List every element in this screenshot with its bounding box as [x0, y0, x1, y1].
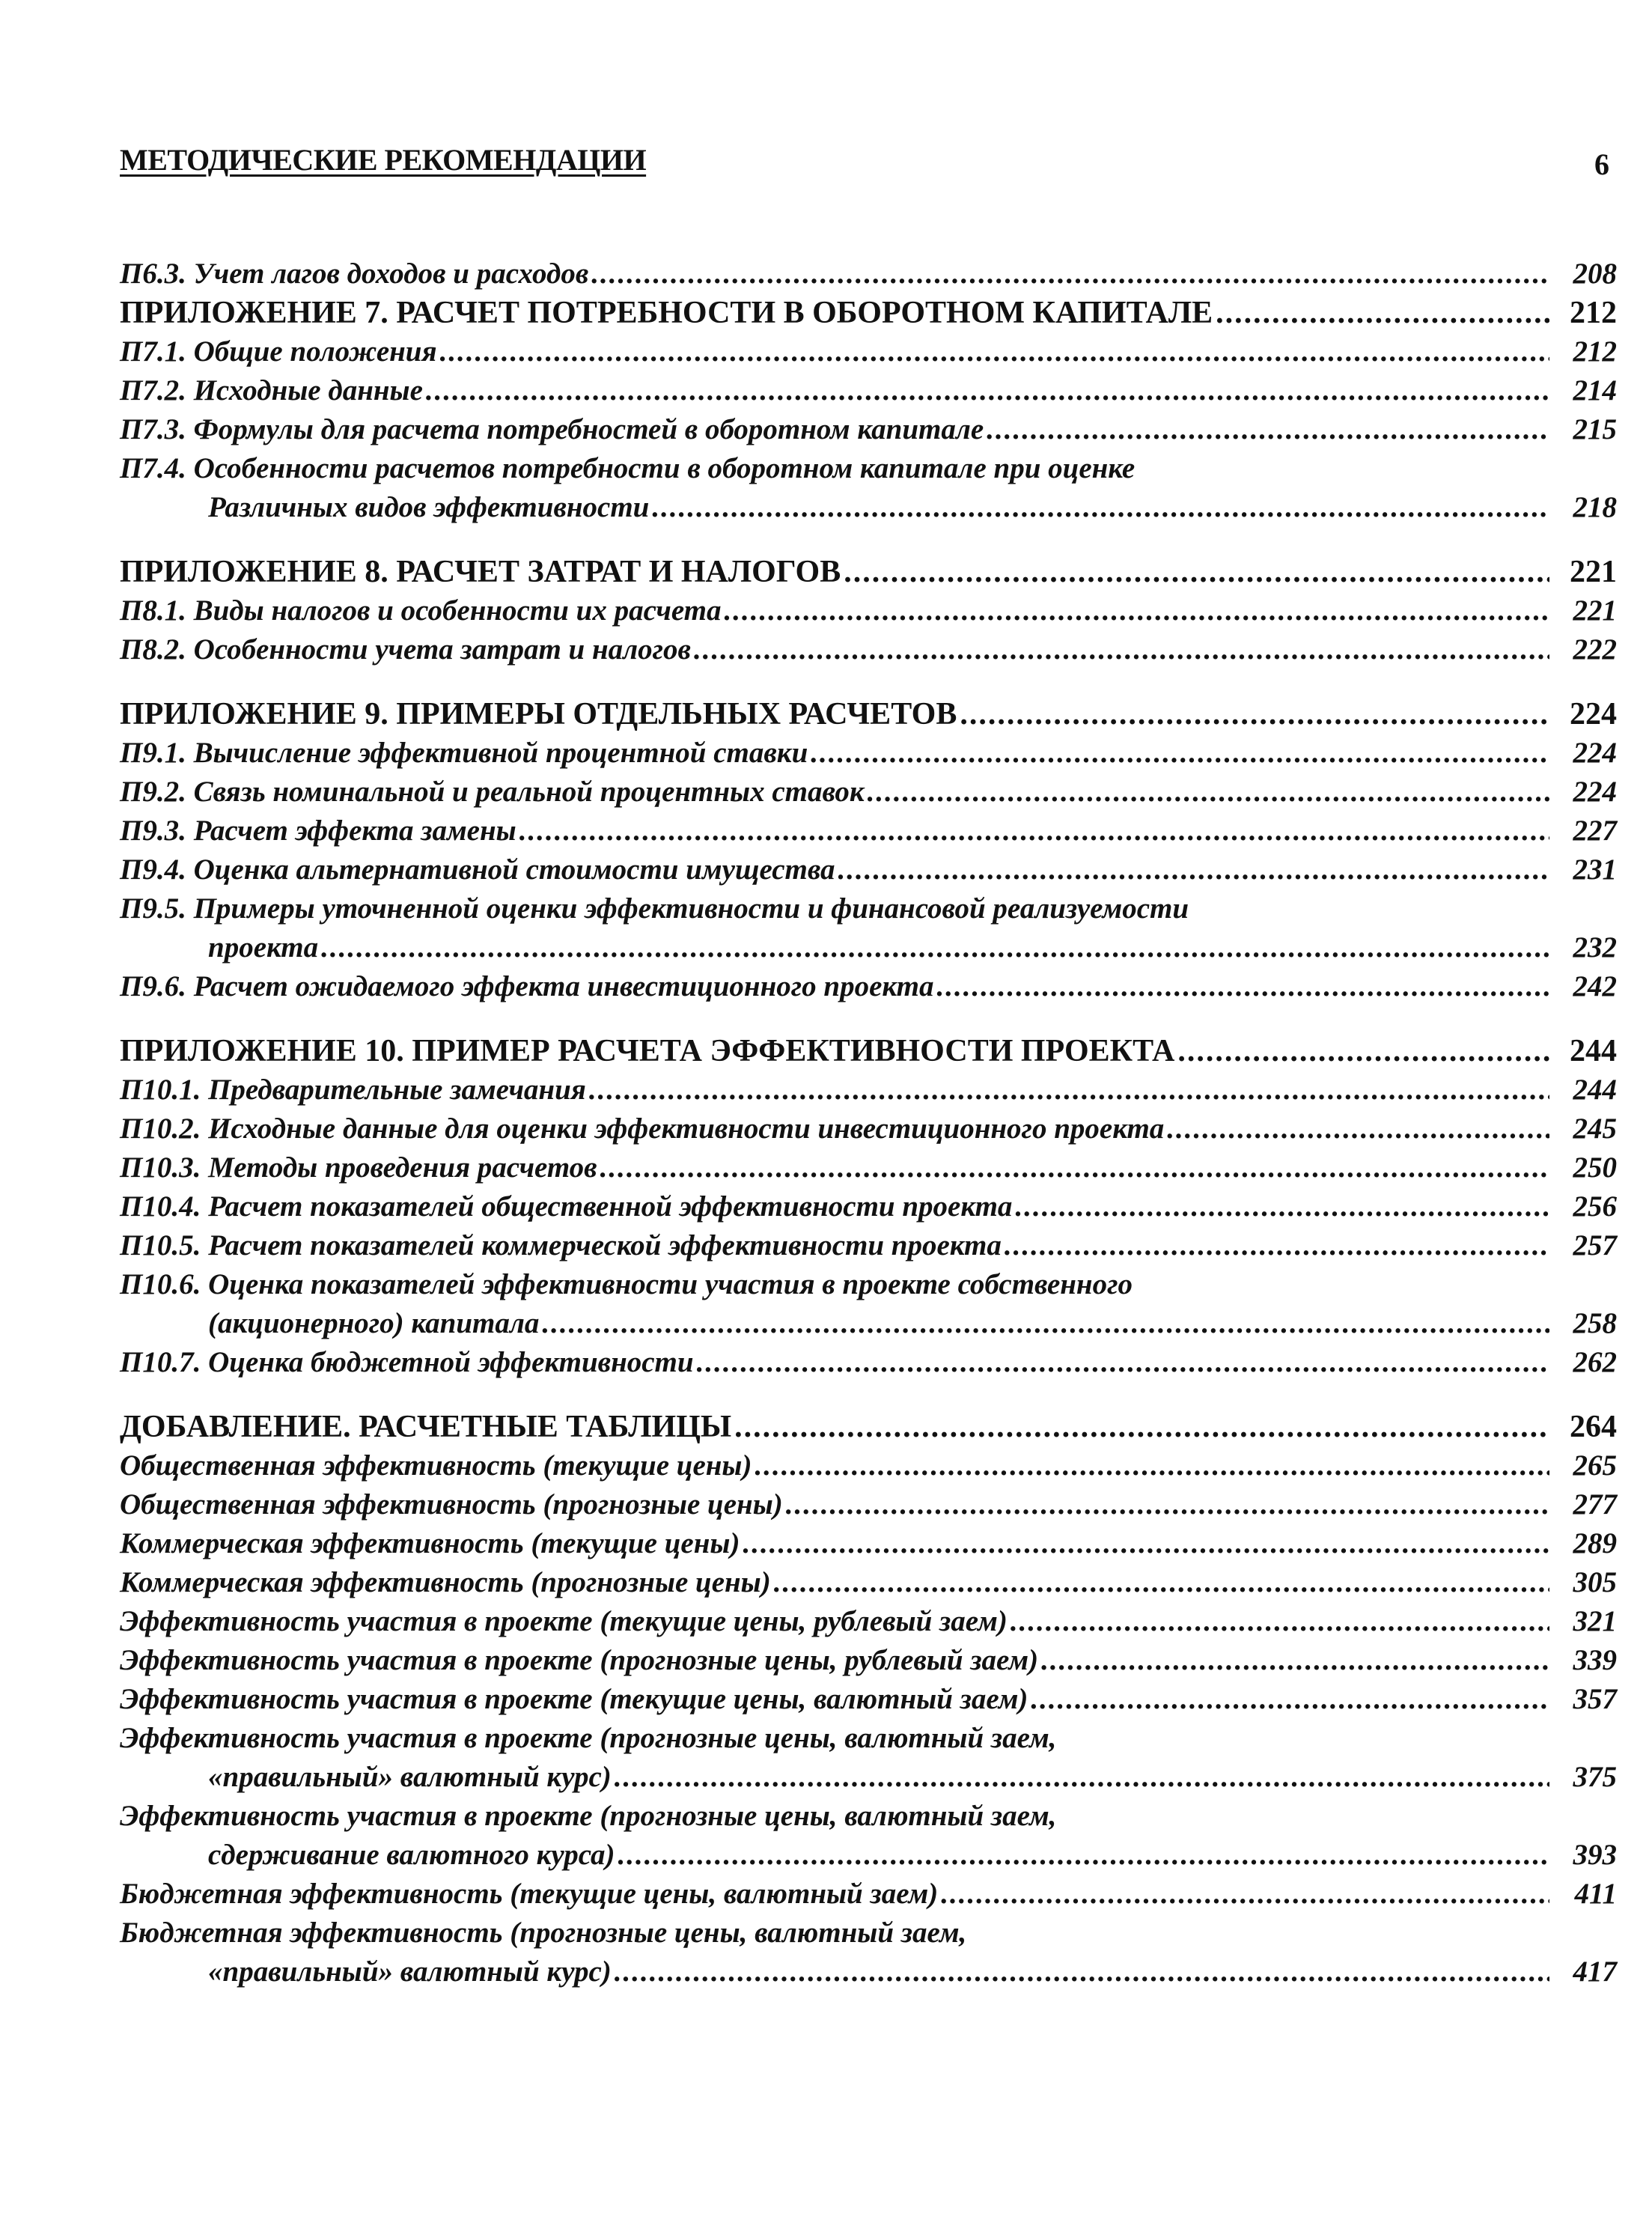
toc-entry-title: П8.2. Особенности учета затрат и налогов [120, 633, 691, 666]
toc-entry-page: 212 [1573, 335, 1617, 368]
dot-leader [1167, 1110, 1549, 1148]
toc-entry-title: П10.1. Предварительные замечания [120, 1074, 586, 1106]
toc-chapter-entry [120, 293, 1617, 332]
dot-leader [755, 1446, 1549, 1485]
toc-entry-title-line1: П10.6. Оценка показателей эффективности участия в проекте собственного [120, 1268, 1133, 1300]
toc-chapter-entry [120, 1407, 1617, 1446]
dot-leader [589, 1071, 1549, 1110]
toc-entry [120, 1226, 1617, 1265]
toc-entry-title: П9.4. Оценка альтернативной стоимости имущества [120, 853, 835, 886]
toc-entry-title: П10.3. Методы проведения расчетов [120, 1151, 597, 1184]
toc-entry-page: 339 [1573, 1644, 1617, 1676]
toc-entry-page: 256 [1573, 1190, 1617, 1223]
dot-leader [936, 967, 1549, 1006]
header-title: МЕТОДИЧЕСКИЕ РЕКОМЕНДАЦИИ [120, 143, 647, 177]
toc-entry [120, 1641, 1617, 1680]
toc-entry-title: П7.2. Исходные данные [120, 374, 423, 407]
dot-leader [786, 1485, 1549, 1524]
toc-entry-title: Коммерческая эффективность (текущие цены) [120, 1527, 740, 1559]
dot-leader [321, 928, 1549, 967]
toc-entry [120, 928, 1617, 967]
toc-entry-title: Эффективность участия в проекте (текущие цены, рублевый заем) [120, 1605, 1008, 1637]
section-gap [120, 669, 1617, 695]
toc-entry-title: П9.2. Связь номинальной и реальной процентных ставок [120, 776, 865, 808]
toc-entry [120, 1446, 1617, 1485]
dot-leader [1005, 1226, 1549, 1265]
toc-entry-page: 242 [1573, 970, 1617, 1002]
toc-entry-page: 224 [1573, 737, 1617, 769]
toc-entry-page: 218 [1573, 491, 1617, 523]
toc-entry [120, 1953, 1617, 1991]
toc-entry-page: 244 [1570, 1034, 1617, 1068]
dot-leader [1216, 293, 1549, 332]
toc-entry-page: 222 [1573, 633, 1617, 666]
toc-entry-page: 411 [1574, 1878, 1617, 1910]
dot-leader [724, 591, 1549, 630]
toc-entry-title: П10.4. Расчет показателей общественной эффективности проекта [120, 1190, 1013, 1223]
toc-entry-title: ПРИЛОЖЕНИЕ 10. ПРИМЕР РАСЧЕТА ЭФФЕКТИВНОСТИ ПРОЕКТА [120, 1034, 1175, 1068]
toc-entry-title: Различных видов эффективности [208, 491, 650, 523]
dot-leader [838, 850, 1549, 889]
toc-entry [120, 410, 1617, 449]
toc-chapter-entry [120, 1032, 1617, 1071]
toc-entry-title: проекта [208, 931, 319, 964]
dot-leader [1041, 1641, 1549, 1680]
toc-entry-page: 227 [1573, 815, 1617, 847]
section-gap [120, 1006, 1617, 1032]
toc-entry [120, 371, 1617, 410]
dot-leader [697, 1343, 1549, 1382]
dot-leader [811, 734, 1549, 773]
dot-leader [960, 695, 1549, 734]
toc-entry-page: 277 [1573, 1488, 1617, 1521]
dot-leader [987, 410, 1549, 449]
toc-entry-title: П9.1. Вычисление эффективной процентной ставки [120, 737, 808, 769]
dot-leader [868, 773, 1549, 812]
toc-entry-page: 258 [1573, 1307, 1617, 1339]
toc-entry-page: 257 [1573, 1229, 1617, 1261]
toc-entry [120, 1071, 1617, 1110]
toc-entry [120, 1343, 1617, 1382]
toc-entry-title: П10.5. Расчет показателей коммерческой эффективности проекта [120, 1229, 1002, 1261]
toc-entry-title-line1: Эффективность участия в проекте (прогнозные цены, валютный заем, [120, 1800, 1057, 1832]
dot-leader [542, 1304, 1549, 1343]
dot-leader [615, 1953, 1549, 1991]
toc-entry-page: 245 [1573, 1113, 1617, 1145]
toc-entry [120, 773, 1617, 812]
toc-entry [120, 1187, 1617, 1226]
running-header [120, 142, 1609, 187]
toc-chapter-entry [120, 553, 1617, 591]
toc-entry [120, 967, 1617, 1006]
dot-leader [1177, 1032, 1549, 1071]
toc-entry-page: 232 [1573, 931, 1617, 964]
toc-entry-title-line1: П7.4. Особенности расчетов потребности в оборотном капитале при оценке [120, 452, 1136, 484]
toc-entry-title: П7.3. Формулы для расчета потребностей в оборотном капитале [120, 413, 984, 445]
toc-entry [120, 591, 1617, 630]
toc-entry-title: Общественная эффективность (прогнозные цены) [120, 1488, 783, 1521]
section-gap [120, 527, 1617, 553]
toc-entry [120, 1602, 1617, 1641]
toc-entry [120, 488, 1617, 527]
dot-leader [591, 255, 1549, 293]
toc-entry-title: П10.7. Оценка бюджетной эффективности [120, 1346, 694, 1378]
header-page-number: 6 [1594, 147, 1609, 181]
toc-entry-title: П10.2. Исходные данные для оценки эффективности инвестиционного проекта [120, 1113, 1165, 1145]
toc-entry-title: ПРИЛОЖЕНИЕ 7. РАСЧЕТ ПОТРЕБНОСТИ В ОБОРОТНОМ КАПИТАЛЕ [120, 296, 1213, 330]
toc-entry [120, 1836, 1617, 1875]
section-gap [120, 1382, 1617, 1407]
toc-entry [120, 1875, 1617, 1914]
dot-leader [1015, 1187, 1549, 1226]
toc-entry-title: Общественная эффективность (текущие цены) [120, 1449, 752, 1482]
toc-entry-page: 305 [1573, 1566, 1617, 1598]
toc-entry [120, 1524, 1617, 1563]
toc-entry-title: Эффективность участия в проекте (текущие цены, валютный заем) [120, 1683, 1028, 1715]
toc-entry [120, 1110, 1617, 1148]
toc-entry-page: 393 [1573, 1839, 1617, 1871]
toc-entry-page: 224 [1570, 697, 1617, 731]
dot-leader [618, 1836, 1549, 1875]
toc-entry-title: «правильный» валютный курс) [208, 1761, 612, 1793]
toc-entry-title-line1: Бюджетная эффективность (прогнозные цены, валютный заем, [120, 1917, 967, 1949]
toc-entry [120, 332, 1617, 371]
toc-entry [120, 1485, 1617, 1524]
toc-chapter-entry [120, 695, 1617, 734]
table-of-contents [120, 255, 1617, 1991]
toc-entry-title: Эффективность участия в проекте (прогнозные цены, рублевый заем) [120, 1644, 1039, 1676]
toc-entry-title: П9.6. Расчет ожидаемого эффекта инвестиционного проекта [120, 970, 934, 1002]
dot-leader [600, 1148, 1549, 1187]
toc-entry-title: ПРИЛОЖЕНИЕ 9. ПРИМЕРЫ ОТДЕЛЬНЫХ РАСЧЕТОВ [120, 697, 957, 731]
dot-leader [440, 332, 1549, 371]
toc-entry-page: 250 [1573, 1151, 1617, 1184]
dot-leader [844, 553, 1549, 591]
toc-entry [120, 255, 1617, 293]
toc-entry-page: 375 [1573, 1761, 1617, 1793]
toc-entry-title: П6.3. Учет лагов доходов и расходов [120, 258, 589, 290]
toc-entry-title: Бюджетная эффективность (текущие цены, валютный заем) [120, 1878, 939, 1910]
dot-leader [743, 1524, 1549, 1563]
toc-entry-title: «правильный» валютный курс) [208, 1956, 612, 1988]
toc-entry-page: 208 [1573, 258, 1617, 290]
toc-entry [120, 850, 1617, 889]
toc-entry-page: 264 [1570, 1410, 1617, 1444]
toc-entry-title: П9.3. Расчет эффекта замены [120, 815, 516, 847]
toc-entry [120, 1680, 1617, 1719]
toc-entry-page: 417 [1573, 1956, 1617, 1988]
toc-entry-title: сдерживание валютного курса) [208, 1839, 615, 1871]
toc-entry-page: 321 [1573, 1605, 1617, 1637]
dot-leader [519, 812, 1549, 850]
toc-entry-page: 214 [1573, 374, 1617, 407]
dot-leader [1031, 1680, 1549, 1719]
toc-entry [120, 1304, 1617, 1343]
toc-entry-title: Коммерческая эффективность (прогнозные цены) [120, 1566, 771, 1598]
toc-entry-page: 357 [1573, 1683, 1617, 1715]
toc-entry-title: (акционерного) капитала [208, 1307, 540, 1339]
dot-leader [1011, 1602, 1549, 1641]
dot-leader [694, 630, 1549, 669]
toc-entry [120, 1758, 1617, 1797]
dot-leader [774, 1563, 1549, 1602]
dot-leader [652, 488, 1549, 527]
toc-entry-title: П7.1. Общие положения [120, 335, 437, 368]
toc-entry [120, 630, 1617, 669]
toc-entry [120, 1148, 1617, 1187]
toc-entry-page: 221 [1570, 555, 1617, 589]
toc-entry-title-line1: Эффективность участия в проекте (прогнозные цены, валютный заем, [120, 1722, 1057, 1754]
toc-entry-page: 221 [1573, 594, 1617, 627]
toc-entry-title: ПРИЛОЖЕНИЕ 8. РАСЧЕТ ЗАТРАТ И НАЛОГОВ [120, 555, 841, 589]
toc-entry-title: ДОБАВЛЕНИЕ. РАСЧЕТНЫЕ ТАБЛИЦЫ [120, 1410, 732, 1444]
toc-entry-title: П8.1. Виды налогов и особенности их расчета [120, 594, 722, 627]
dot-leader [734, 1407, 1549, 1446]
toc-entry-page: 224 [1573, 776, 1617, 808]
toc-entry-page: 262 [1573, 1346, 1617, 1378]
toc-entry-page: 265 [1573, 1449, 1617, 1482]
dot-leader [941, 1875, 1549, 1914]
toc-entry [120, 734, 1617, 773]
toc-entry-page: 215 [1573, 413, 1617, 445]
dot-leader [615, 1758, 1549, 1797]
toc-entry-page: 244 [1573, 1074, 1617, 1106]
toc-entry-page: 212 [1570, 296, 1617, 330]
toc-entry-page: 289 [1573, 1527, 1617, 1559]
dot-leader [426, 371, 1549, 410]
toc-entry [120, 1563, 1617, 1602]
toc-entry-page: 231 [1573, 853, 1617, 886]
toc-entry-title-line1: П9.5. Примеры уточненной оценки эффективности и финансовой реализуемости [120, 892, 1189, 925]
toc-entry [120, 812, 1617, 850]
